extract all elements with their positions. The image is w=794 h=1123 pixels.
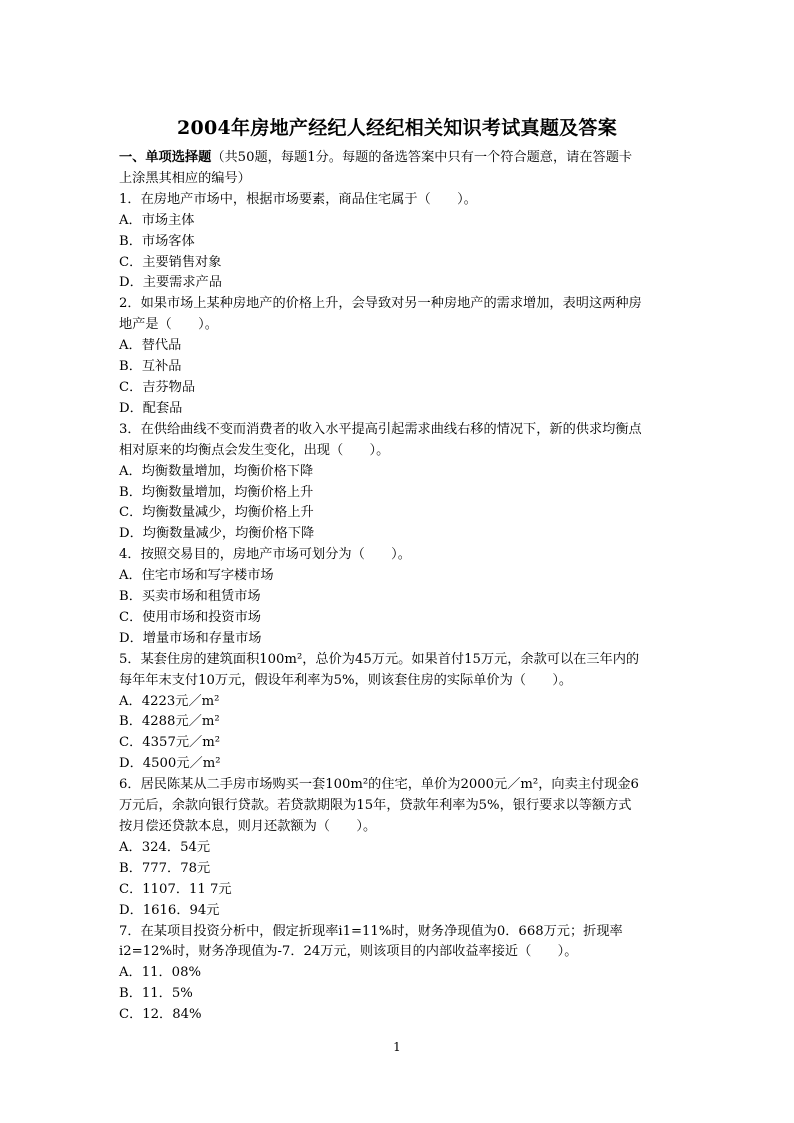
answer-option: C．使用市场和投资市场: [119, 609, 261, 625]
answer-option: D．均衡数量减少，均衡价格下降: [119, 526, 315, 542]
answer-option: D．配套品: [119, 400, 183, 416]
answer-option: B．均衡数量增加，均衡价格上升: [119, 484, 314, 500]
question-text: 4．按照交易目的，房地产市场可划分为（ ）。: [119, 547, 411, 563]
question-text: 万元后，余款向银行贷款。若贷款期限为15年，贷款年利率为5%，银行要求以等额方式: [119, 798, 632, 814]
section-heading-line: [119, 148, 679, 169]
section-note-continued: 上涂黑其相应的编号）: [119, 170, 251, 186]
question-text: 5．某套住房的建筑面积100m²，总价为45万元。如果首付15万元，余款可以在三年内的: [119, 651, 640, 667]
answer-option: A．均衡数量增加，均衡价格下降: [119, 463, 314, 479]
question-text: 相对原来的均衡点会发生变化，出现（ ）。: [119, 442, 390, 458]
answer-option: D．4500元／m²: [119, 756, 221, 772]
question-text: 3．在供给曲线不变而消费者的收入水平提高引起需求曲线右移的情况下，新的供求均衡点: [119, 421, 642, 437]
question-text: 每年年末支付10万元，假设年利率为5%，则该套住房的实际单价为（ ）。: [119, 672, 573, 688]
answer-option: D．增量市场和存量市场: [119, 630, 262, 646]
answer-option: C．吉芬物品: [119, 379, 196, 395]
question-text: 地产是（ ）。: [119, 317, 218, 333]
answer-option: C．主要销售对象: [119, 254, 222, 270]
answer-option: B．互补品: [119, 359, 182, 375]
answer-option: D．主要需求产品: [119, 275, 222, 291]
question-text: 6．居民陈某从二手房市场购买一套100m²的住宅，单价为2000元／m²，向卖主付现金6: [119, 777, 639, 793]
section-heading: 一、单项选择题: [119, 150, 212, 165]
answer-option: C．12．84%: [119, 1007, 202, 1023]
document-title: 2004年房地产经纪人经纪相关知识考试真题及答案: [176, 117, 618, 139]
section-note: （共50题，每题1分。每题的备选答案中只有一个符合题意，请在答题卡: [211, 150, 633, 165]
question-text: 2．如果市场上某种房地产的价格上升，会导致对另一种房地产的需求增加，表明这两种房: [119, 296, 642, 312]
answer-option: D．1616．94元: [119, 902, 220, 918]
answer-option: A．市场主体: [119, 212, 195, 228]
answer-option: C．1107．11 7元: [119, 881, 232, 897]
document-body: [119, 148, 679, 1026]
question-text: 7．在某项目投资分析中，假定折现率i1=11%时，财务净现值为0．668万元；折现率: [119, 923, 623, 939]
answer-option: B．777．78元: [119, 860, 211, 876]
answer-option: A．11．08%: [119, 965, 201, 981]
answer-option: B．市场客体: [119, 233, 195, 249]
answer-option: A．4223元／m²: [119, 693, 220, 709]
answer-option: B．4288元／m²: [119, 714, 220, 730]
answer-option: B．11．5%: [119, 986, 193, 1002]
answer-option: A．住宅市场和写字楼市场: [119, 568, 274, 584]
answer-option: B．买卖市场和租赁市场: [119, 589, 261, 605]
answer-option: C．4357元／m²: [119, 735, 221, 751]
answer-option: A．替代品: [119, 338, 182, 354]
page-number: 1: [393, 1040, 401, 1054]
answer-option: A．324．54元: [119, 839, 211, 855]
question-text: i2=12%时，财务净现值为-7．24万元，则该项目的内部收益率接近（ ）。: [119, 944, 578, 960]
question-text: 1．在房地产市场中，根据市场要素，商品住宅属于（ ）。: [119, 191, 477, 207]
question-list: [119, 190, 679, 1026]
question-text: 按月偿还贷款本息，则月还款额为（ ）。: [119, 819, 377, 834]
answer-option: C．均衡数量减少，均衡价格上升: [119, 505, 314, 521]
